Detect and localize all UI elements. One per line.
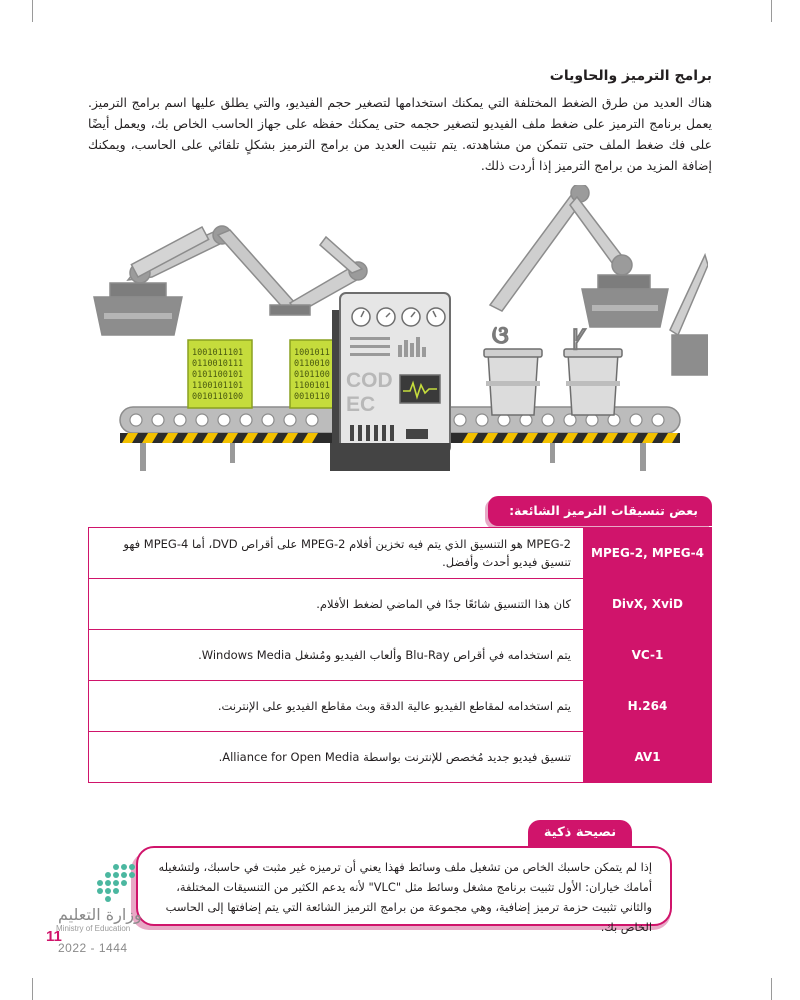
crop-mark (32, 978, 33, 1000)
binary-data-box-1 (188, 340, 252, 408)
codec-factory-illustration (80, 185, 708, 485)
machine-label-ec: EC (346, 393, 376, 416)
codec-description: تنسيق فيديو جديد مُخصص للإنترنت بواسطة Alliance for Open Media. (89, 732, 584, 783)
edition-year: 2022 - 1444 (58, 941, 128, 955)
robot-arm-right-small-icon (670, 255, 708, 375)
table-row (89, 579, 712, 630)
crop-mark (771, 978, 772, 1000)
binary-line: 1001011 (294, 348, 330, 358)
codec-machine (330, 293, 450, 471)
codec-name: DivX, XviD (584, 579, 712, 630)
crop-mark (32, 0, 33, 22)
codec-name: MPEG-2, MPEG-4 (584, 528, 712, 579)
table-row (89, 732, 712, 783)
table-row (89, 630, 712, 681)
page-number: 11 (46, 928, 62, 945)
svg-text:ଓ: ଓ (492, 321, 509, 349)
smart-tip-box (136, 846, 672, 934)
binary-line: 1100101 (294, 381, 330, 391)
crop-mark (771, 0, 772, 22)
codec-description: يتم استخدامه في أقراص Blu-Ray وألعاب الفيديو ومُشغل Windows Media. (89, 630, 584, 681)
svg-text:ꝩ: ꝩ (572, 320, 586, 350)
machine-label-cod: COD (346, 369, 393, 392)
codec-table-header: بعض تنسيقات الترميز الشائعة: (488, 496, 712, 526)
codec-table (88, 527, 712, 783)
binary-line: 0110010111 (192, 359, 244, 369)
binary-line: 0110010 (294, 359, 330, 369)
codec-name: AV1 (584, 732, 712, 783)
binary-line: 1100101101 (192, 381, 244, 391)
robot-arm-right-icon (490, 185, 668, 327)
ministry-name-arabic: وزارة التعليم (58, 905, 142, 924)
table-row (89, 681, 712, 732)
binary-line: 0010110100 (192, 392, 244, 402)
codec-description: MPEG-2 هو التنسيق الذي يتم فيه تخزين أفلام MPEG-2 على أقراص DVD، أما MPEG-4 فهو تنسيق فيديو أحدث وأفضل. (89, 528, 584, 579)
table-row (89, 528, 712, 579)
binary-line: 0101100101 (192, 370, 244, 380)
binary-line: 0101100 (294, 370, 330, 380)
intro-paragraph: هناك العديد من طرق الضغط المختلفة التي يمكنك استخدامها لتصغير حجم الفيديو، والتي يطلق عليها اسم برامج الترميز. يعمل برنامج الترميز على ضغط ملف الفيديو لتصغير حجمه حتى يمكنك حفظه على جهاز الحاسب الخاص بك، ويعمل أيضًا على فك ضغط الملف حتى تتمكن من مشاهدته. يتم تثبيت العديد من برامج الترميز بشكلٍ تلقائي على الحاسب، ويمكنك إضافة المزيد من برامج الترميز إذا أردت ذلك. (88, 95, 712, 173)
binary-line: 1001011101 (192, 348, 244, 358)
codec-name: VC-1 (584, 630, 712, 681)
codec-description: يتم استخدامه لمقاطع الفيديو عالية الدقة وبث مقاطع الفيديو على الإنترنت. (89, 681, 584, 732)
codec-name: H.264 (584, 681, 712, 732)
ministry-name-english: Ministry of Education (56, 924, 131, 933)
compressed-bin-2 (564, 320, 622, 415)
smart-tip-text: إذا لم يتمكن حاسبك الخاص من تشغيل ملف وسائط فهذا يعني أن ترميزه غير مثبت في حاسبك، ولتشغيله أمامك خياران: الأول تثبيت برنامج مشغل وسائط مثل "VLC" لأنه يدعم الكثير من التنسيقات المختلفة، والثاني تثبيت حزمة ترميز إضافية، وهي مجموعة من برامج الترميز الشائعة التي يتم إضافتها إلى الحاسب الخاص بك. (158, 860, 652, 934)
codec-description: كان هذا التنسيق شائعًا جدًا في الماضي لضغط الأفلام. (89, 579, 584, 630)
binary-line: 0010110 (294, 392, 330, 402)
compressed-bin-1 (484, 321, 542, 415)
smart-tip-label: نصيحة ذكية (528, 820, 632, 846)
section-title: برامج الترميز والحاويات (549, 68, 712, 84)
